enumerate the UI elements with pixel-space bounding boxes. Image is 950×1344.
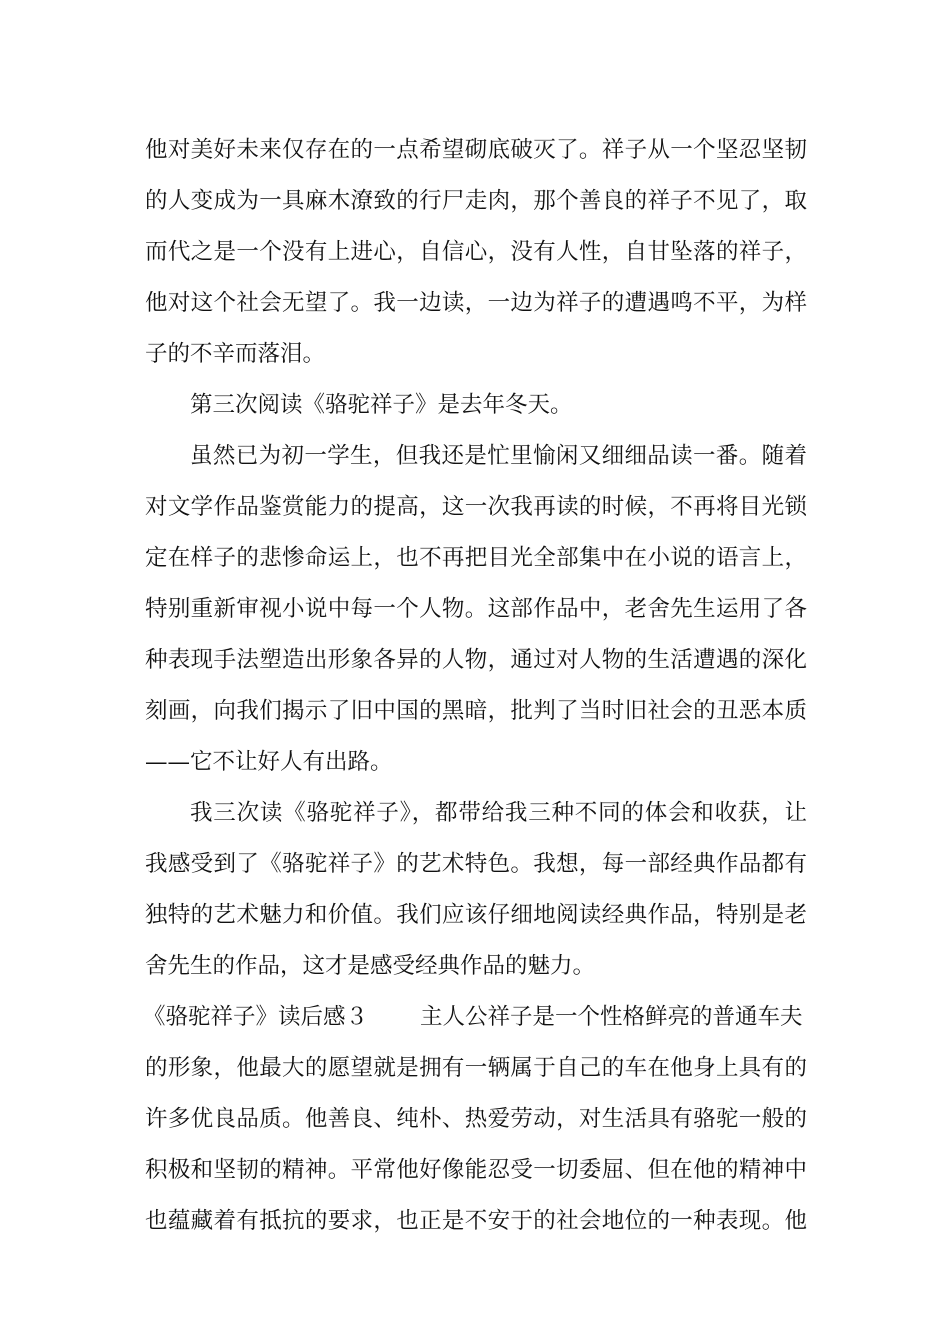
paragraph	[145, 996, 807, 1251]
text-line: 对文学作品鉴赏能力的提高，这一次我再读的时候，不再将目光锁	[145, 494, 807, 520]
text-line: 刻画，向我们揭示了旧中国的黑暗，批判了当时旧社会的丑恶本质	[145, 698, 807, 724]
text-line: 种表现手法塑造出形象各异的人物，通过对人物的生活遭遇的深化	[145, 647, 807, 673]
text-line	[143, 996, 807, 1047]
text-line: 第三次阅读《骆驼祥子》是去年冬天。	[190, 392, 573, 418]
text-line: 积极和坚韧的精神。平常他好像能忍受一切委屈、但在他的精神中	[145, 1157, 807, 1183]
heading-line-text: 主人公祥子是一个性格鲜亮的普通车夫	[420, 1004, 803, 1030]
text-line: ——它不让好人有出路。	[145, 749, 393, 775]
text-line: 他对美好未来仅存在的一点希望砌底破灭了。祥子从一个坚忍坚韧	[145, 137, 807, 163]
text-line: 子的不辛而落泪。	[145, 341, 326, 367]
text-line: 的人变成为一具麻木潦致的行尸走肉，那个善良的祥子不见了，取	[145, 188, 807, 214]
paragraph	[145, 435, 807, 792]
text-line: 他对这个社会无望了。我一边读，一边为祥子的遭遇鸣不平，为样	[145, 290, 807, 316]
text-line: 许多优良品质。他善良、纯朴、热爱劳动，对生活具有骆驼一般的	[145, 1106, 807, 1132]
text-line: 我感受到了《骆驼祥子》的艺术特色。我想，每一部经典作品都有	[145, 851, 807, 877]
text-line: 独特的艺术魅力和价值。我们应该仔细地阅读经典作品，特别是老	[145, 902, 807, 928]
text-line: 特别重新审视小说中每一个人物。这部作品中，老舍先生运用了各	[145, 596, 807, 622]
text-line: 定在样子的悲惨命运上，也不再把目光全部集中在小说的语言上，	[145, 545, 807, 571]
text-line: 的形象，他最大的愿望就是拥有一辆属于自己的车在他身上具有的	[145, 1055, 807, 1081]
text-line: 虽然已为初一学生，但我还是忙里愉闲又细细品读一番。随着	[190, 443, 807, 469]
text-line: 舍先生的作品，这才是感受经典作品的魅力。	[145, 953, 596, 979]
text-line: 我三次读《骆驼祥子》，都带给我三种不同的体会和收获，让	[190, 800, 807, 826]
text-line: 而代之是一个没有上进心，自信心，没有人性，自甘坠落的祥子，	[145, 239, 807, 265]
text-line: 也蕴藏着有抵抗的要求，也正是不安于的社会地位的一种表现。他	[145, 1208, 807, 1234]
paragraph	[145, 384, 807, 435]
body-text	[145, 129, 807, 1251]
paragraph	[145, 792, 807, 996]
paragraph	[145, 129, 807, 384]
section-heading: 《骆驼祥子》读后感３	[143, 1004, 369, 1030]
